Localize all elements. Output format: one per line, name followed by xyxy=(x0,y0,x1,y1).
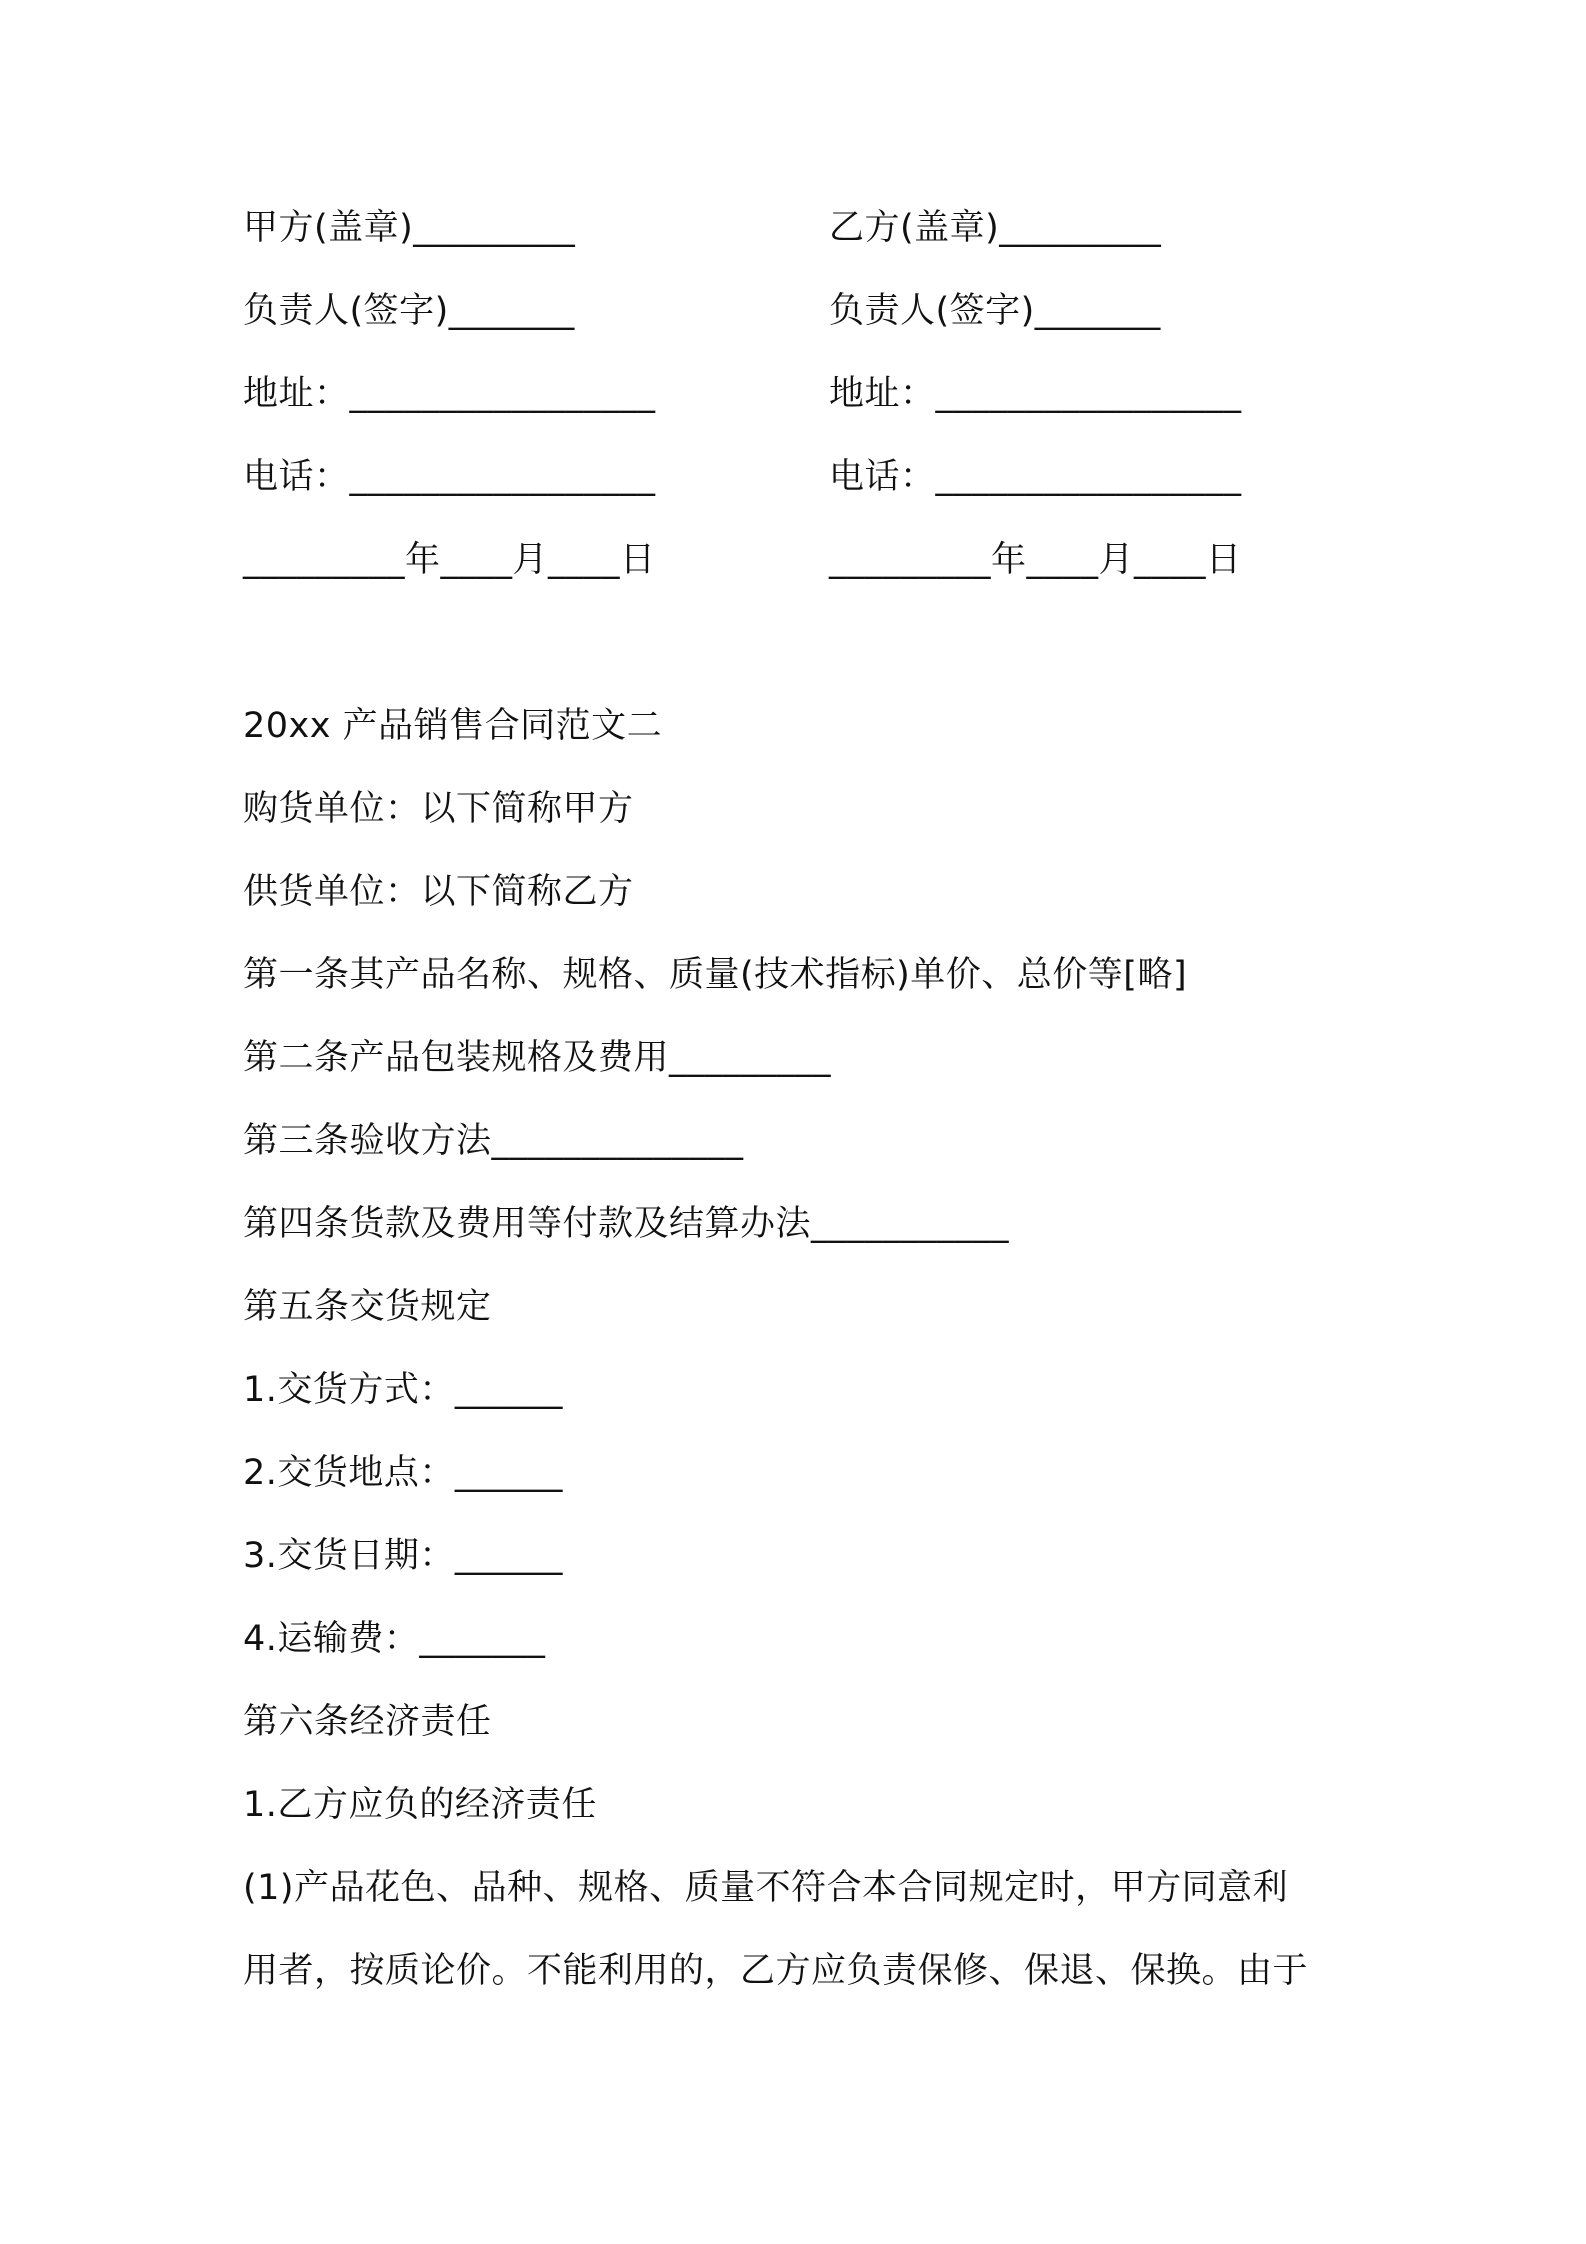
party-a-phone: 电话：_________________ xyxy=(243,457,656,497)
article-1: 第一条其产品名称、规格、质量(技术指标)单价、总价等[略] xyxy=(243,955,1188,995)
party-a-responsible: 负责人(签字)_______ xyxy=(243,291,575,331)
delivery-item: 2.交货地点：______ xyxy=(243,1453,563,1493)
buyer-line: 购货单位：以下简称甲方 xyxy=(243,789,634,829)
delivery-item: 3.交货日期：______ xyxy=(243,1536,563,1576)
article-2: 第二条产品包装规格及费用_________ xyxy=(243,1038,832,1078)
supplier-line: 供货单位：以下简称乙方 xyxy=(243,872,634,912)
party-b-date: _________年____月____日 xyxy=(829,540,1242,580)
article-3: 第三条验收方法______________ xyxy=(243,1121,744,1161)
liability-heading: 1.乙方应负的经济责任 xyxy=(243,1785,597,1825)
party-b-responsible: 负责人(签字)_______ xyxy=(829,291,1161,331)
party-b-address: 地址：_________________ xyxy=(829,374,1242,414)
party-a-seal: 甲方(盖章)_________ xyxy=(243,208,576,248)
party-b-phone: 电话：_________________ xyxy=(829,457,1242,497)
article-5: 第五条交货规定 xyxy=(243,1287,492,1327)
party-a-date: _________年____月____日 xyxy=(243,540,656,580)
liability-paragraph-line: 用者，按质论价。不能利用的，乙方应负责保修、保退、保换。由于 xyxy=(243,1951,1309,1991)
party-a-address: 地址：_________________ xyxy=(243,374,656,414)
delivery-item: 1.交货方式：______ xyxy=(243,1370,563,1410)
article-6: 第六条经济责任 xyxy=(243,1702,492,1742)
contract-title: 20xx 产品销售合同范文二 xyxy=(243,706,663,746)
party-b-seal: 乙方(盖章)_________ xyxy=(829,208,1162,248)
liability-paragraph-line: (1)产品花色、品种、规格、质量不符合本合同规定时，甲方同意利 xyxy=(243,1868,1289,1908)
article-4: 第四条货款及费用等付款及结算办法___________ xyxy=(243,1204,1010,1244)
delivery-item: 4.运输费：_______ xyxy=(243,1619,546,1659)
